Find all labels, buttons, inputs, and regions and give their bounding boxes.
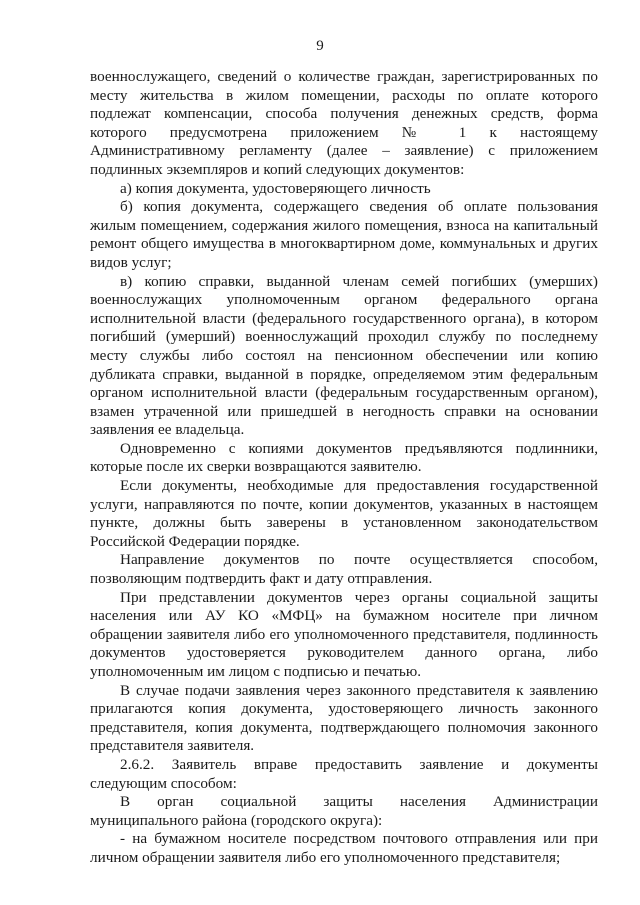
text-line: военнослужащего, сведений о количестве граждан, зарегистрированных по <box>90 68 598 85</box>
text-line: взамен утраченной или пришедшей в негодность справки на основании <box>90 402 598 420</box>
paragraph <box>90 68 598 180</box>
paragraph <box>90 551 598 588</box>
text-line: которые после их сверки возвращаются заявителю. <box>90 458 422 476</box>
text-line: При представлении документов через органы социальной защиты <box>120 588 598 606</box>
text-line: документов удостоверяется руководителем данного органа, либо <box>90 644 598 662</box>
text-line: ремонт общего имущества в многоквартирном доме, коммунальных и других <box>90 235 598 253</box>
text-line: Административному регламенту (далее – заявление) с приложением <box>90 142 598 160</box>
paragraph <box>90 180 598 199</box>
text-line: б) копия документа, содержащего сведения об оплате пользования <box>120 198 598 216</box>
text-line: обращении заявителя либо его уполномоченного представителя, подлинность <box>90 625 598 643</box>
text-line: муниципального района (городского округа): <box>90 811 383 829</box>
text-line: В случае подачи заявления через законного представителя к заявлению <box>120 681 598 699</box>
paragraph <box>90 198 598 272</box>
text-line: представителя, копия документа, подтверждающего полномочия законного <box>90 718 598 736</box>
text-line: видов услуг; <box>90 253 172 271</box>
text-line: заявления ее владельца. <box>90 421 245 439</box>
text-line: населения или АУ КО «МФЦ» на бумажном носителе при личном <box>90 607 598 625</box>
paragraph <box>90 756 598 793</box>
text-line: погибший (умерший) военнослужащий проходил службу по последнему <box>90 328 598 346</box>
paragraph <box>90 682 598 756</box>
text-line: прилагаются копия документа, удостоверяющего личность законного <box>90 700 598 718</box>
text-line: а) копия документа, удостоверяющего личность <box>120 179 431 197</box>
text-line: Российской Федерации порядке. <box>90 532 300 550</box>
text-line: следующим способом: <box>90 774 237 792</box>
text-line: Одновременно с копиями документов предъявляются подлинники, <box>120 439 598 457</box>
text-line: - на бумажном носителе посредством почтового отправления или при <box>120 830 598 848</box>
text-line: Направление документов по почте осуществляется способом, <box>120 551 598 569</box>
paragraph <box>90 477 598 551</box>
paragraph <box>90 589 598 682</box>
text-line: В орган социальной защиты населения Администрации <box>120 793 598 811</box>
text-line: исполнительной власти (федерального государственного органа), в котором <box>90 309 598 327</box>
text-line: месту службы либо состоял на пенсионном обеспечении или копию <box>90 346 598 364</box>
text-line: услуги, направляются по почте, копии документов, указанных в настоящем <box>90 495 598 513</box>
text-line: Если документы, необходимые для предоставления государственной <box>120 477 598 495</box>
text-line: подлежат компенсации, способа получения денежных средств, форма <box>90 105 598 123</box>
text-line: военнослужащих уполномоченным органом федерального органа <box>90 291 598 309</box>
page-number: 9 <box>316 38 324 54</box>
text-line: пункте, должны быть заверены в установленном законодательством <box>90 514 598 532</box>
text-line: в) копию справки, выданной членам семей погибших (умерших) <box>120 272 598 290</box>
text-line: жилым помещением, содержания жилого помещения, взноса на капитальный <box>90 216 598 234</box>
text-line: органом исполнительной власти (федеральным государственным органом), <box>90 384 598 402</box>
text-line: позволяющим подтвердить факт и дату отправления. <box>90 570 433 588</box>
text-line: 2.6.2. Заявитель вправе предоставить заявление и документы <box>120 755 598 773</box>
text-line: уполномоченным им лицом с подписью и печатью. <box>90 663 421 680</box>
document-body <box>90 68 598 868</box>
text-line: представителя заявителя. <box>90 737 255 755</box>
text-line: дубликата справки, выданной в порядке, определяемом этим федеральным <box>90 365 598 383</box>
text-line: подлинных экземпляров и копий следующих документов: <box>90 160 465 178</box>
paragraph <box>90 793 598 830</box>
paragraph <box>90 273 598 440</box>
text-line: которого предусмотрена приложением № 1 к настоящему <box>90 123 598 141</box>
text-line: месту жительства в жилом помещении, расходы по оплате которого <box>90 86 598 104</box>
paragraph <box>90 830 598 867</box>
text-line: личном обращении заявителя либо его уполномоченного представителя; <box>90 848 561 866</box>
paragraph <box>90 440 598 477</box>
